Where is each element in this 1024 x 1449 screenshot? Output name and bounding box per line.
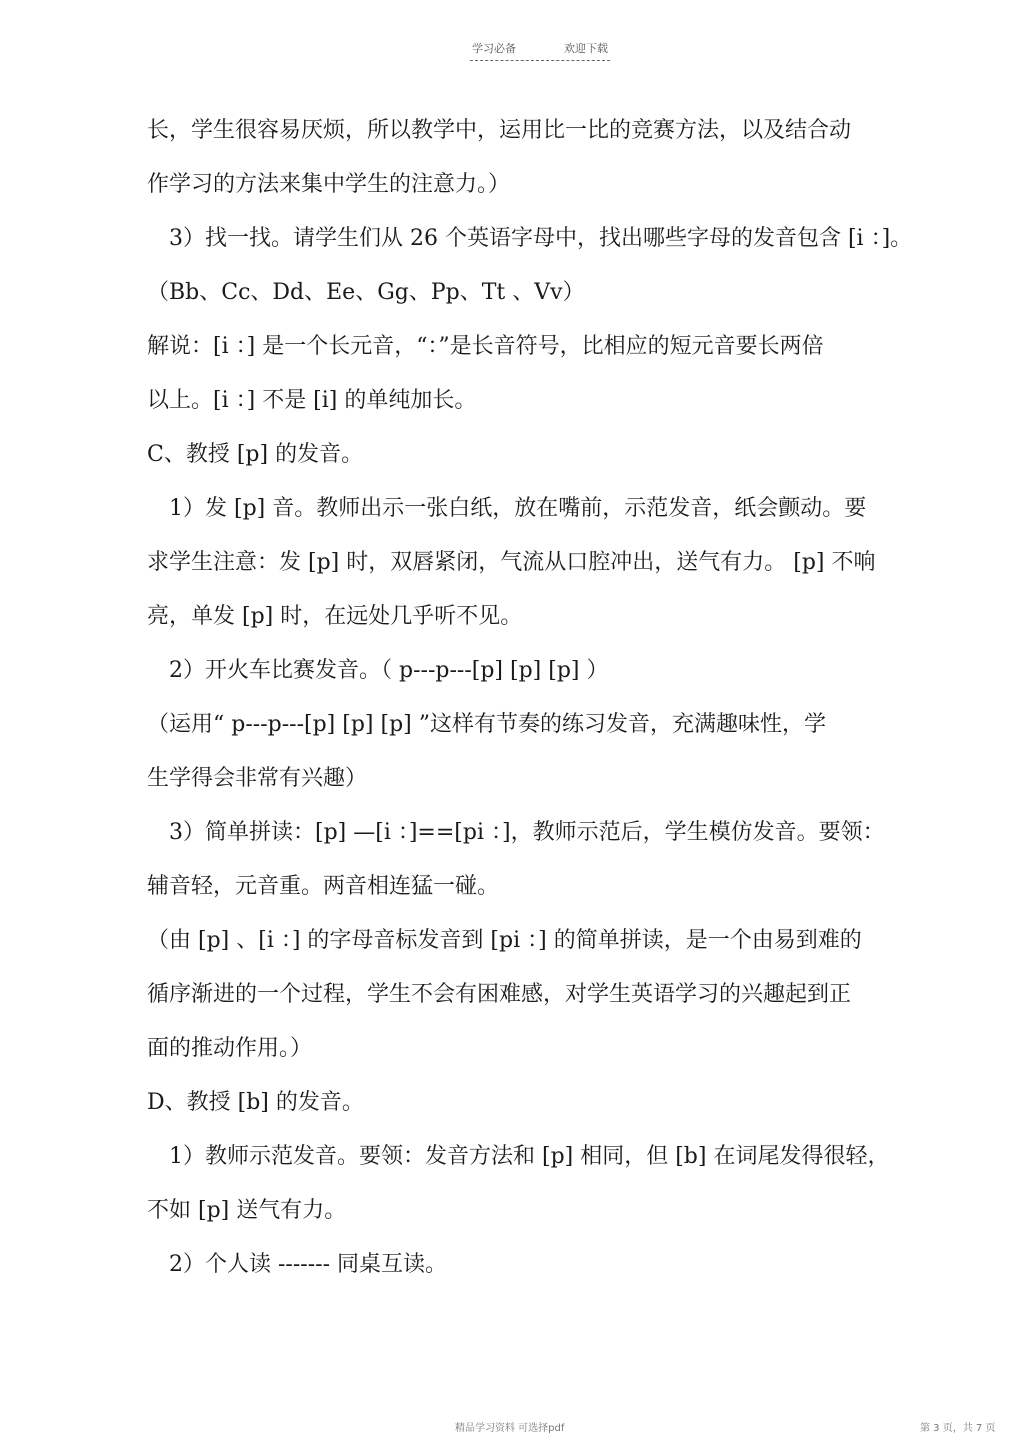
text-line: 不如 [p] 送气有力。 (147, 1198, 347, 1223)
text-line: 1）教师示范发音。要领：发音方法和 [p] 相同，但 [b] 在词尾发得很轻， (169, 1144, 890, 1169)
text-line: D、教授 [b] 的发音。 (147, 1090, 364, 1115)
header-right-text: 欢迎下载 (564, 42, 608, 55)
text-line: 生学得会非常有兴趣） (147, 766, 368, 791)
header-left-text: 学习必备 (472, 42, 516, 55)
text-line: （运用“ p---p---[p] [p] [p] ”这样有节奏的练习发音，充满趣味性，学 (147, 712, 826, 737)
text-line: 以上。[i ：] 不是 [i] 的单纯加长。 (147, 388, 477, 413)
text-line: 亮，单发 [p] 时，在远处几乎听不见。 (147, 604, 523, 629)
text-line: 1）发 [p] 音。教师出示一张白纸，放在嘴前，示范发音，纸会颤动。要 (169, 496, 867, 521)
text-line: 面的推动作用。） (147, 1036, 313, 1061)
text-line: 循序渐进的一个过程，学生不会有困难感，对学生英语学习的兴趣起到正 (147, 982, 852, 1007)
text-line: 长，学生很容易厌烦，所以教学中，运用比一比的竞赛方法，以及结合动 (147, 118, 852, 143)
header-divider (470, 60, 610, 61)
text-line: C、教授 [p] 的发音。 (147, 442, 364, 467)
page-number: 第 3 页，共 7 页 (920, 1423, 996, 1434)
page-header (470, 40, 610, 61)
text-line: 2）个人读 ------- 同桌互读。 (169, 1252, 448, 1277)
footer-left-text: 精品学习资料 可选择pdf (455, 1423, 565, 1434)
text-line: （Bb、Cc、Dd、Ee、Gg、Pp、Tt 、Vv） (147, 280, 585, 305)
text-line: 3）简单拼读：[p] —[i ：]==[pi ：]，教师示范后，学生模仿发音。要领： (169, 820, 885, 845)
text-line: 解说：[i ：] 是一个长元音，“：”是长音符号，比相应的短元音要长两倍 (147, 334, 824, 359)
text-line: 求学生注意：发 [p] 时，双唇紧闭，气流从口腔冲出，送气有力。 [p] 不响 (147, 550, 876, 575)
text-line: （由 [p] 、[i ：] 的字母音标发音到 [pi ：] 的简单拼读，是一个由易到难的 (147, 928, 862, 953)
text-line: 作学习的方法来集中学生的注意力。） (147, 172, 511, 197)
text-line: 2）开火车比赛发音。（ p---p---[p] [p] [p] ） (169, 658, 609, 683)
text-line: 3）找一找。请学生们从 26 个英语字母中，找出哪些字母的发音包含 [i ：]。 (169, 226, 913, 251)
document-body (147, 104, 937, 1292)
text-line: 辅音轻，元音重。两音相连猛一碰。 (147, 874, 500, 899)
